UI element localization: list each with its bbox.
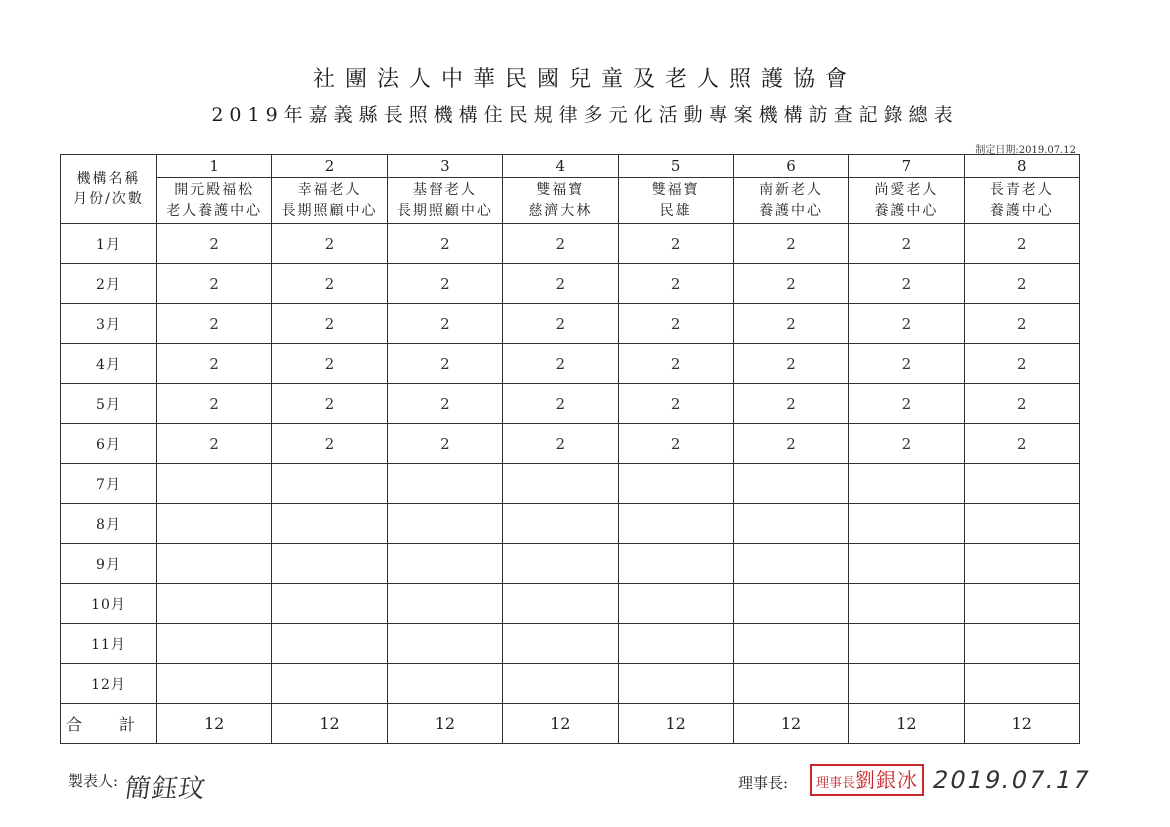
institution-name: [964, 178, 1079, 224]
visit-count-cell: 2: [387, 424, 502, 464]
visit-count-cell: [503, 544, 618, 584]
maker-label: 製表人:: [68, 772, 119, 790]
month-row: [61, 264, 1080, 304]
visit-count-cell: [964, 624, 1079, 664]
visit-count-cell: 2: [503, 384, 618, 424]
visit-count-cell: 2: [733, 424, 848, 464]
visit-count-cell: 2: [618, 384, 733, 424]
visit-count-cell: 2: [849, 264, 964, 304]
column-number: 3: [387, 155, 502, 178]
visit-count-cell: [503, 664, 618, 704]
visit-count-cell: [618, 584, 733, 624]
visit-count-cell: 2: [964, 424, 1079, 464]
visit-count-cell: [964, 504, 1079, 544]
visit-count-cell: [849, 544, 964, 584]
visit-count-cell: [964, 464, 1079, 504]
month-label: 11月: [61, 624, 157, 664]
visit-count-cell: [733, 664, 848, 704]
visit-count-cell: [849, 504, 964, 544]
visit-count-cell: [157, 624, 272, 664]
month-label: 1月: [61, 224, 157, 264]
visit-count-cell: [272, 664, 387, 704]
visit-count-cell: [618, 624, 733, 664]
institution-name-line1: 開元殿福松: [174, 181, 255, 198]
visit-count-cell: [272, 464, 387, 504]
month-label: 4月: [61, 344, 157, 384]
institution-name: [272, 178, 387, 224]
visit-count-cell: 2: [849, 224, 964, 264]
visit-count-cell: 2: [503, 304, 618, 344]
institution-name-line1: 幸福老人: [297, 181, 362, 198]
institution-name-line2: 老人養護中心: [166, 202, 263, 219]
month-row: [61, 384, 1080, 424]
corner-header: [61, 155, 157, 224]
visit-count-cell: [618, 544, 733, 584]
total-cell: 12: [964, 704, 1079, 744]
month-row: [61, 224, 1080, 264]
total-cell: 12: [849, 704, 964, 744]
visit-count-cell: [849, 464, 964, 504]
visit-count-cell: [503, 624, 618, 664]
month-row: [61, 424, 1080, 464]
institution-name: [849, 178, 964, 224]
visit-count-cell: [387, 544, 502, 584]
corner-header-bottom: 月份/次數: [73, 191, 144, 207]
month-label: 3月: [61, 304, 157, 344]
visit-count-cell: [503, 504, 618, 544]
visit-count-cell: 2: [503, 264, 618, 304]
column-number: 2: [272, 155, 387, 178]
visit-count-cell: 2: [503, 224, 618, 264]
visit-count-cell: [733, 584, 848, 624]
visit-count-cell: [733, 504, 848, 544]
visit-count-cell: 2: [849, 304, 964, 344]
visit-count-cell: 2: [157, 424, 272, 464]
visit-count-cell: 2: [503, 344, 618, 384]
institution-name-line1: 雙福寶: [651, 181, 700, 198]
column-number-row: [61, 155, 1080, 178]
visit-count-cell: [272, 624, 387, 664]
visit-count-cell: 2: [387, 304, 502, 344]
signed-date: 2019.07.17: [930, 766, 1094, 794]
visit-count-cell: 2: [849, 424, 964, 464]
total-cell: 12: [618, 704, 733, 744]
month-label: 7月: [61, 464, 157, 504]
corner-header-top: 機構名稱: [76, 171, 141, 187]
visit-count-cell: 2: [618, 264, 733, 304]
month-label: 2月: [61, 264, 157, 304]
date-note: 制定日期:2019.07.12: [975, 145, 1076, 156]
column-number: 4: [503, 155, 618, 178]
visit-count-cell: [964, 584, 1079, 624]
month-label: 10月: [61, 584, 157, 624]
visit-count-cell: 2: [157, 224, 272, 264]
total-cell: 12: [272, 704, 387, 744]
visit-count-cell: 2: [618, 424, 733, 464]
institution-name: [618, 178, 733, 224]
visit-count-cell: [503, 584, 618, 624]
institution-name-line1: 南新老人: [759, 181, 824, 198]
visit-count-cell: 2: [733, 264, 848, 304]
visit-count-cell: [503, 464, 618, 504]
visit-count-cell: 2: [503, 424, 618, 464]
visit-count-cell: [618, 464, 733, 504]
visit-count-cell: [387, 664, 502, 704]
institution-name-line2: 養護中心: [989, 202, 1054, 219]
month-label: 5月: [61, 384, 157, 424]
visit-record-table: [60, 154, 1080, 744]
month-row: [61, 584, 1080, 624]
visit-count-cell: 2: [157, 344, 272, 384]
visit-count-cell: [733, 624, 848, 664]
visit-count-cell: 2: [272, 304, 387, 344]
institution-name-row: [61, 178, 1080, 224]
visit-count-cell: 2: [849, 344, 964, 384]
visit-count-cell: [272, 544, 387, 584]
chairman-label: 理事長:: [738, 774, 789, 792]
month-label: 8月: [61, 504, 157, 544]
document-subtitle: 2019年嘉義縣長照機構住民規律多元化活動專案機構訪查記錄總表: [211, 104, 959, 126]
visit-count-cell: 2: [618, 344, 733, 384]
total-cell: 12: [503, 704, 618, 744]
column-number: 1: [157, 155, 272, 178]
maker-signature: 簡鈺玟: [122, 774, 208, 804]
month-row: [61, 664, 1080, 704]
document-title: 社團法人中華民國兒童及老人照護協會: [312, 67, 857, 92]
visit-count-cell: [849, 624, 964, 664]
total-cell: 12: [157, 704, 272, 744]
institution-name-line2: 養護中心: [759, 202, 824, 219]
visit-count-cell: [157, 544, 272, 584]
institution-name-line2: 長期照顧中心: [396, 202, 493, 219]
visit-count-cell: [387, 584, 502, 624]
visit-count-cell: 2: [272, 344, 387, 384]
visit-count-cell: [387, 624, 502, 664]
month-label: 12月: [61, 664, 157, 704]
month-row: [61, 624, 1080, 664]
month-row: [61, 544, 1080, 584]
total-row: [61, 704, 1080, 744]
visit-count-cell: 2: [387, 344, 502, 384]
visit-count-cell: 2: [964, 224, 1079, 264]
visit-count-cell: [618, 504, 733, 544]
visit-count-cell: [618, 664, 733, 704]
column-number: 5: [618, 155, 733, 178]
visit-count-cell: 2: [157, 384, 272, 424]
institution-name-line1: 長青老人: [989, 181, 1054, 198]
institution-name-line2: 長期照顧中心: [281, 202, 378, 219]
total-label: 合 計: [61, 704, 157, 744]
visit-count-cell: 2: [157, 304, 272, 344]
institution-name: [157, 178, 272, 224]
visit-count-cell: [157, 584, 272, 624]
month-label: 6月: [61, 424, 157, 464]
visit-count-cell: 2: [157, 264, 272, 304]
visit-count-cell: 2: [272, 424, 387, 464]
visit-count-cell: [849, 664, 964, 704]
month-row: [61, 504, 1080, 544]
visit-count-cell: 2: [733, 224, 848, 264]
visit-count-cell: 2: [387, 264, 502, 304]
visit-count-cell: 2: [387, 224, 502, 264]
visit-count-cell: 2: [733, 384, 848, 424]
visit-count-cell: [964, 544, 1079, 584]
visit-count-cell: 2: [618, 224, 733, 264]
institution-name: [387, 178, 502, 224]
month-row: [61, 304, 1080, 344]
visit-count-cell: 2: [272, 384, 387, 424]
visit-count-cell: [157, 664, 272, 704]
stamp-title: 理事長: [816, 776, 856, 791]
column-number: 7: [849, 155, 964, 178]
visit-count-cell: 2: [387, 384, 502, 424]
visit-count-cell: [387, 504, 502, 544]
stamp-name: 劉銀冰: [855, 768, 919, 792]
institution-name-line1: 雙福寶: [536, 181, 585, 198]
institution-name: [733, 178, 848, 224]
month-row: [61, 344, 1080, 384]
visit-count-cell: 2: [733, 344, 848, 384]
visit-count-cell: 2: [964, 344, 1079, 384]
visit-count-cell: 2: [964, 384, 1079, 424]
visit-count-cell: 2: [272, 264, 387, 304]
month-label: 9月: [61, 544, 157, 584]
visit-count-cell: 2: [618, 304, 733, 344]
visit-count-cell: [733, 464, 848, 504]
visit-count-cell: 2: [733, 304, 848, 344]
institution-name: [503, 178, 618, 224]
visit-count-cell: [157, 504, 272, 544]
visit-count-cell: 2: [849, 384, 964, 424]
total-cell: 12: [387, 704, 502, 744]
chairman-seal-stamp: [810, 764, 924, 796]
visit-count-cell: 2: [272, 224, 387, 264]
visit-count-cell: [387, 464, 502, 504]
column-number: 8: [964, 155, 1079, 178]
visit-count-cell: [157, 464, 272, 504]
institution-name-line1: 基督老人: [412, 181, 477, 198]
institution-name-line2: 慈濟大林: [528, 202, 593, 219]
visit-count-cell: 2: [964, 264, 1079, 304]
column-number: 6: [733, 155, 848, 178]
visit-count-cell: [964, 664, 1079, 704]
visit-count-cell: [733, 544, 848, 584]
institution-name-line2: 養護中心: [874, 202, 939, 219]
visit-count-cell: [272, 504, 387, 544]
institution-name-line2: 民雄: [659, 202, 692, 219]
visit-count-cell: 2: [964, 304, 1079, 344]
month-row: [61, 464, 1080, 504]
visit-count-cell: [849, 584, 964, 624]
visit-count-cell: [272, 584, 387, 624]
institution-name-line1: 尚愛老人: [874, 181, 939, 198]
total-cell: 12: [733, 704, 848, 744]
